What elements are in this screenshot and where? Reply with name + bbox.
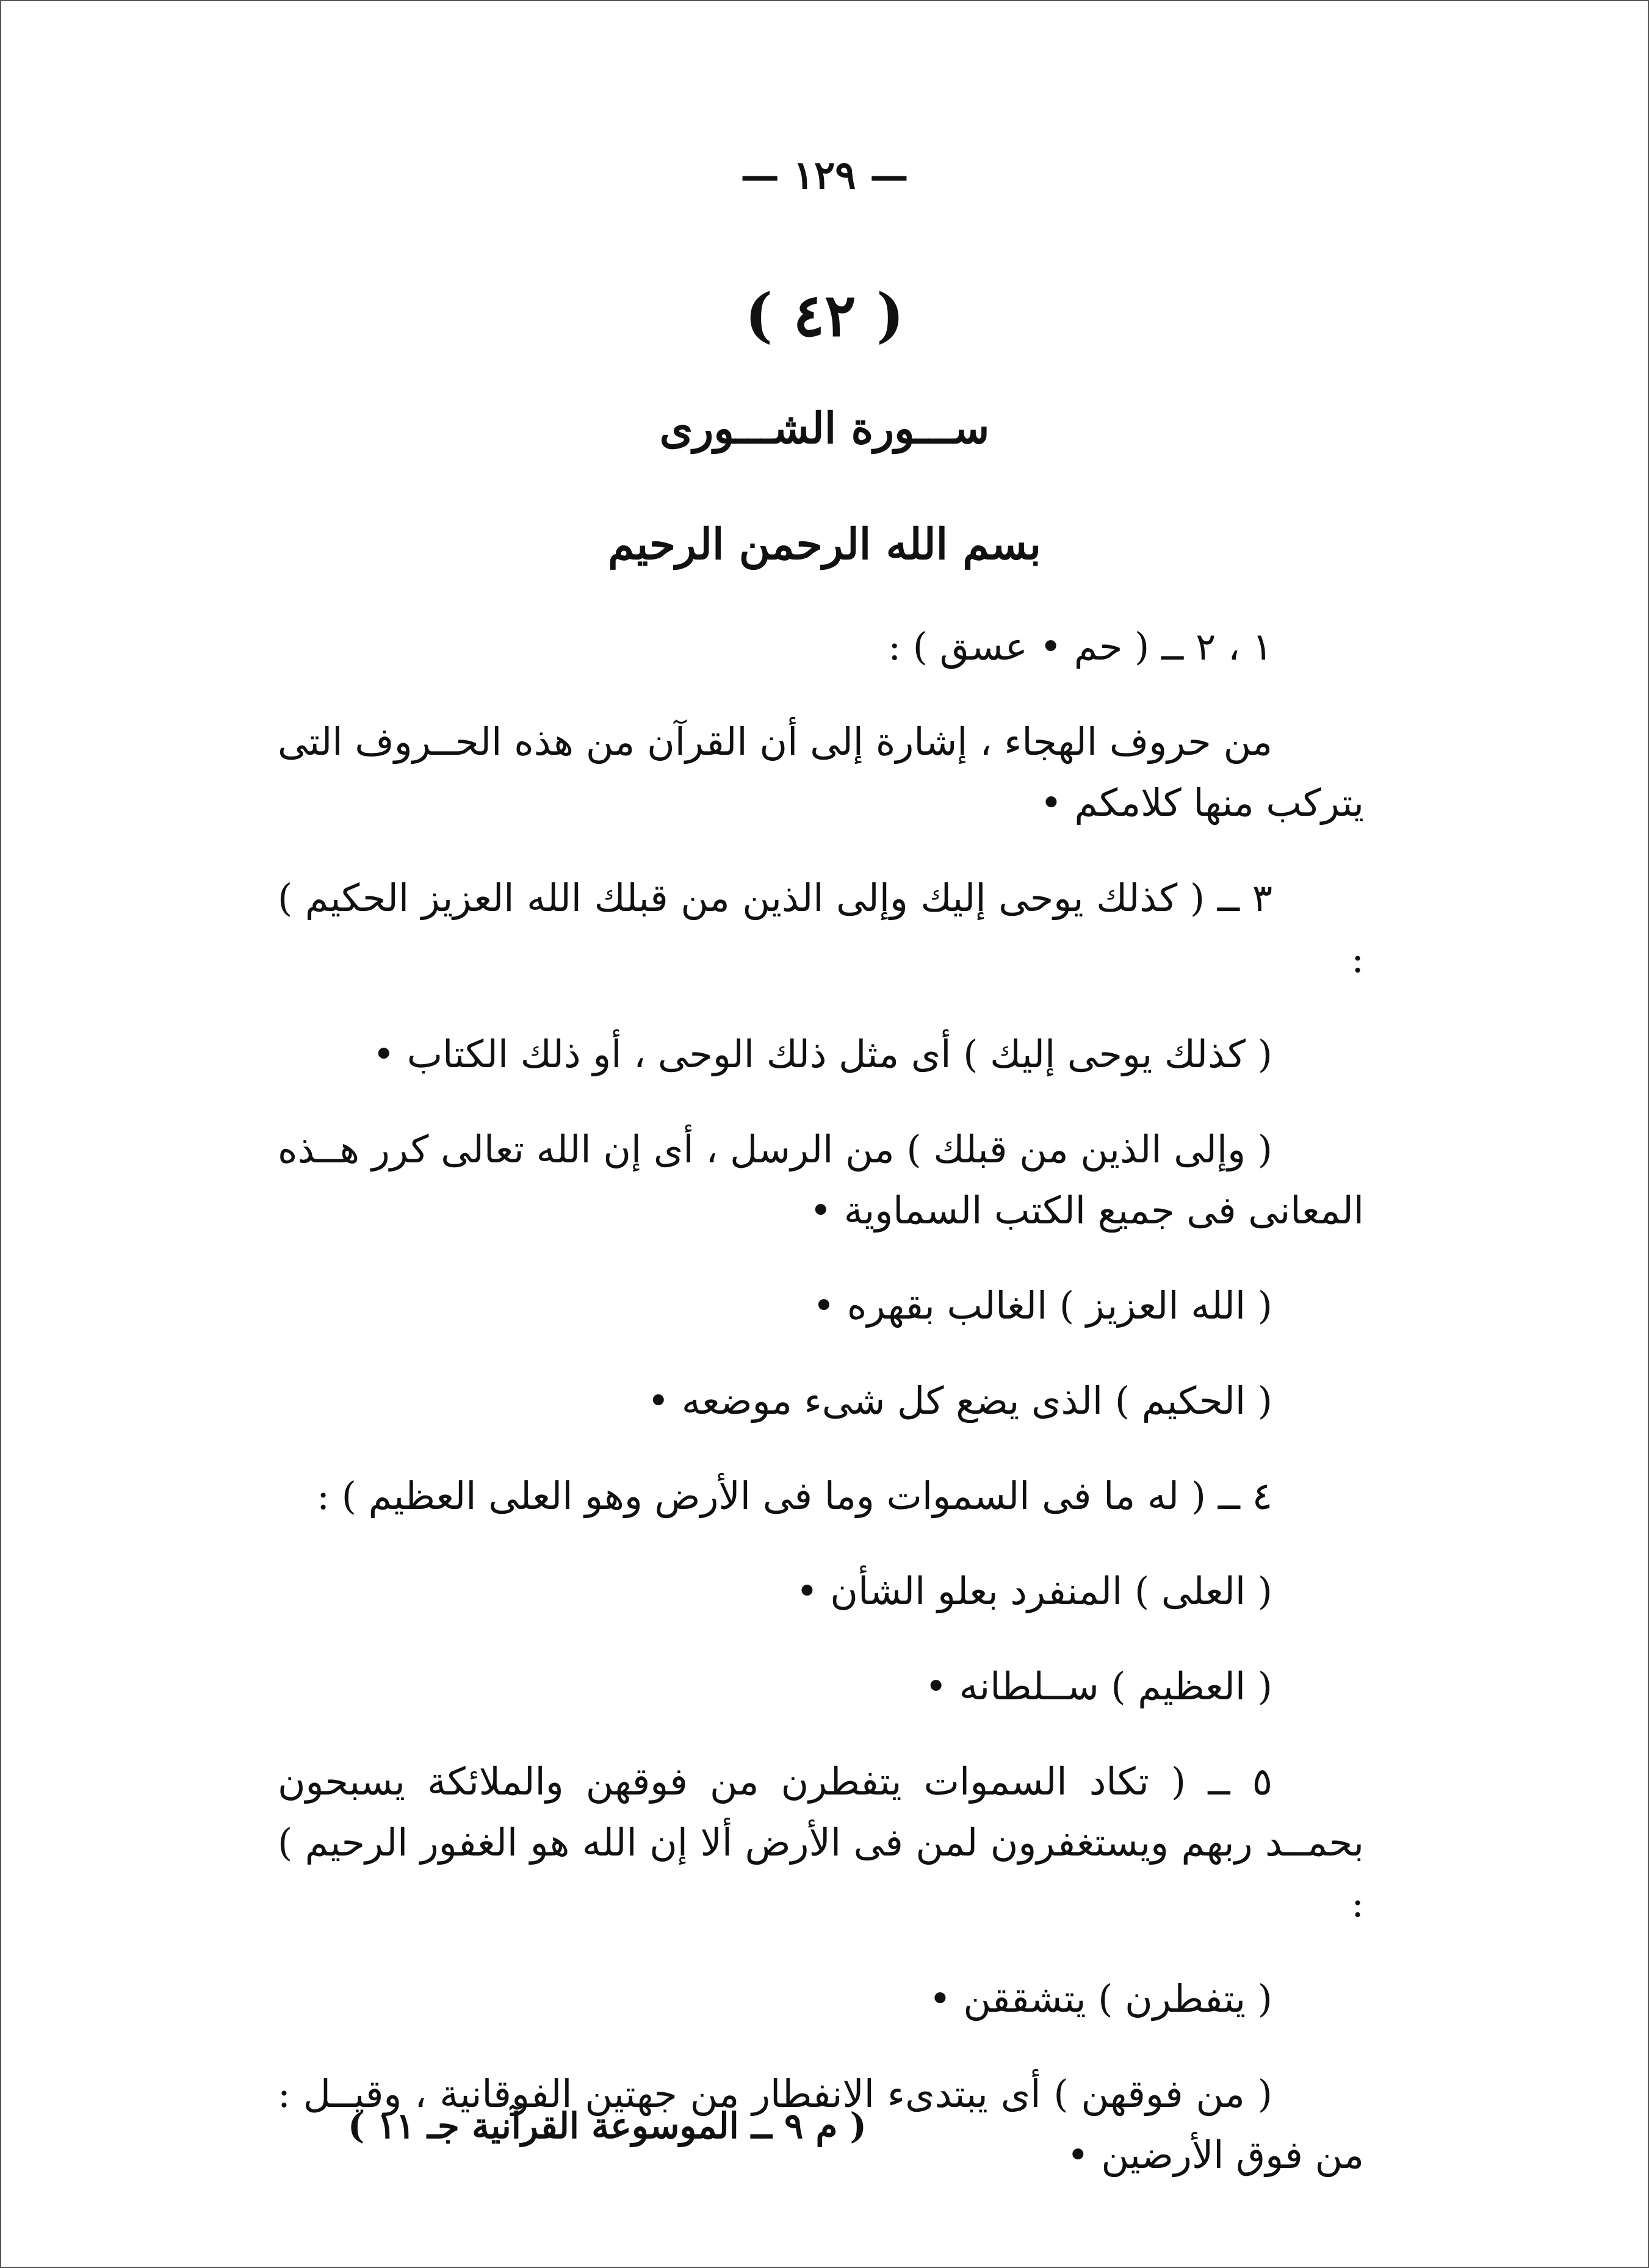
sura-title: ســـورة الشـــورى xyxy=(659,403,990,453)
paragraph-5: ( وإلى الذين من قبلك ) من الرسل ، أى إن الله تعالى كرر هــذه المعانى فى جميع الكتب السماوية • xyxy=(278,1127,1364,1233)
paragraph-4: ( كذلك يوحى إليك ) أى مثل ذلك الوحى ، أو ذلك الكتاب • xyxy=(372,1032,1272,1076)
paragraph-6: ( الله العزيز ) الغالب بقهره • xyxy=(812,1283,1272,1328)
basmala: بسم الله الرحمن الرحيم xyxy=(608,519,1041,569)
paragraph-9: ( العلى ) المنفرد بعلو الشأن • xyxy=(796,1569,1272,1613)
sura-number: ( ٤٢ ) xyxy=(745,281,904,350)
paragraph-8: ٤ ــ ( له ما فى السموات وما فى الأرض وهو العلى العظيم ) : xyxy=(317,1474,1272,1518)
paragraph-3: ٣ ــ ( كذلك يوحى إليك وإلى الذين من قبلك الله العزيز الحكيم ) : xyxy=(278,876,1364,981)
paragraph-2: من حروف الهجاء ، إشارة إلى أن القرآن من هذه الحــروف التى يتركب منها كلامكم • xyxy=(278,719,1364,825)
page-number: — ١٢٩ — xyxy=(740,153,909,198)
paragraph-1: ١ ، ٢ ــ ( حم • عسق ) : xyxy=(888,624,1272,669)
paragraph-12: ( يتفطرن ) يتشققن • xyxy=(929,1976,1272,2021)
paragraph-7: ( الحكيم ) الذى يضع كل شىء موضعه • xyxy=(647,1378,1272,1423)
paragraph-11: ٥ ــ ( تكاد السموات يتفطرن من فوقهن والملائكة يسبحون بحمــد ربهم ويستغفرون لمن فى الأرض ألا إن الله هو الغفور الرحيم ) : xyxy=(278,1759,1364,1926)
footer-note: ( م ٩ ــ الموسوعة القرآنية جـ ١١ ) xyxy=(347,2105,867,2147)
paragraph-13: ( من فوقهن ) أى يبتدىء الانفطار من جهتين الفوقانية ، وقيــل : من فوق الأرضين • xyxy=(278,2072,1364,2177)
body-text xyxy=(278,616,1364,2220)
paragraph-10: ( العظيم ) ســلطانه • xyxy=(925,1664,1272,1708)
